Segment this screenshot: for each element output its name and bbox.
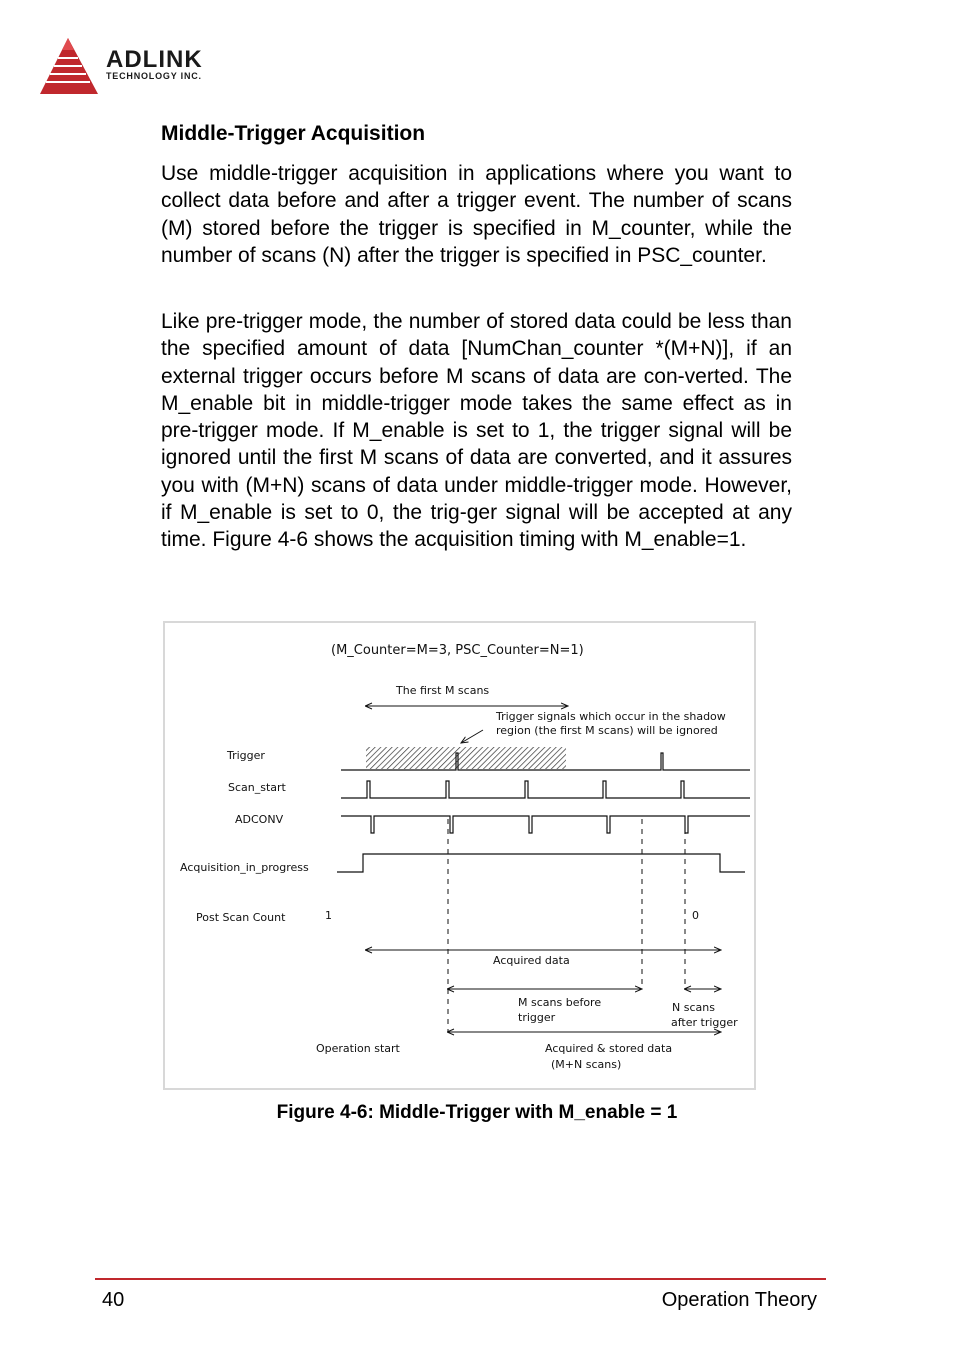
trigger-label: Trigger: [227, 749, 265, 762]
post-scan-count-end: 0: [692, 909, 699, 922]
adconv-waveform: [341, 816, 750, 833]
acquired-data-label: Acquired data: [493, 954, 570, 967]
n-scans-label-2: after trigger: [671, 1016, 738, 1029]
stored-data-label-2: (M+N scans): [551, 1058, 622, 1071]
timing-diagram: [163, 621, 756, 1090]
scan-start-waveform: [341, 781, 750, 798]
shadow-region: [366, 747, 566, 769]
scan-start-label: Scan_start: [228, 781, 286, 794]
stored-data-label-1: Acquired & stored data: [545, 1042, 673, 1055]
timing-diagram-svg: [165, 623, 758, 1092]
m-scans-label-2: trigger: [518, 1011, 556, 1024]
shadow-note-line-2: region (the first M scans) will be ignored: [496, 724, 718, 737]
acquisition-waveform: [337, 854, 745, 872]
adconv-label: ADCONV: [235, 813, 284, 826]
footer-chapter-title: Operation Theory: [661, 1289, 817, 1311]
adlink-triangle-logo-icon: [40, 36, 106, 98]
shadow-note-line-1: Trigger signals which occur in the shadow: [496, 710, 726, 723]
shadow-note-pointer: [461, 730, 483, 743]
brand-subtitle: TECHNOLOGY INC.: [106, 71, 202, 81]
adlink-logo: [40, 36, 240, 98]
first-m-scans-label: The first M scans: [396, 684, 490, 697]
paragraph-1: Use middle-trigger acquisition in applications where you want to collect data before and after a trigger event. The number of scans (M) stored before the trigger is specified in M_counter, while the number of scans (N) after the trigger is specified in PSC_counter.: [161, 162, 792, 267]
operation-start-label: Operation start: [316, 1042, 400, 1055]
paragraph-2: Like pre-trigger mode, the number of stored data could be less than the specified amount of data [NumChan_counter *(M+N)], if an external trigger occurs before M scans of data are con-verted. The M_enable bit in middle-trigger mode takes the same effect as in pre-trigger mode. If M_enable is set to 1, the trigger signal will be ignored until the first M scans of data are converted, and it assures you with (M+N) scans of data under middle-trigger mode. However, if M_enable is set to 0, the trig-ger signal will be accepted at any time. Figure 4-6 shows the acquisition timing with M_enable=1.: [161, 310, 792, 552]
figure-caption: Figure 4-6: Middle-Trigger with M_enable = 1: [276, 1102, 678, 1123]
post-scan-count-label: Post Scan Count: [196, 911, 286, 924]
figure-header: (M_Counter=M=3, PSC_Counter=N=1): [331, 643, 584, 658]
m-scans-label-1: M scans before: [518, 996, 602, 1009]
section-title: Middle-Trigger Acquisition: [161, 122, 426, 145]
acquisition-label: Acquisition_in_progress: [180, 861, 309, 874]
post-scan-count-start: 1: [325, 909, 332, 922]
n-scans-label-1: N scans: [672, 1001, 715, 1014]
brand-name: ADLINK: [106, 46, 203, 73]
footer-rule: [95, 1278, 826, 1280]
page-number: 40: [102, 1289, 125, 1311]
